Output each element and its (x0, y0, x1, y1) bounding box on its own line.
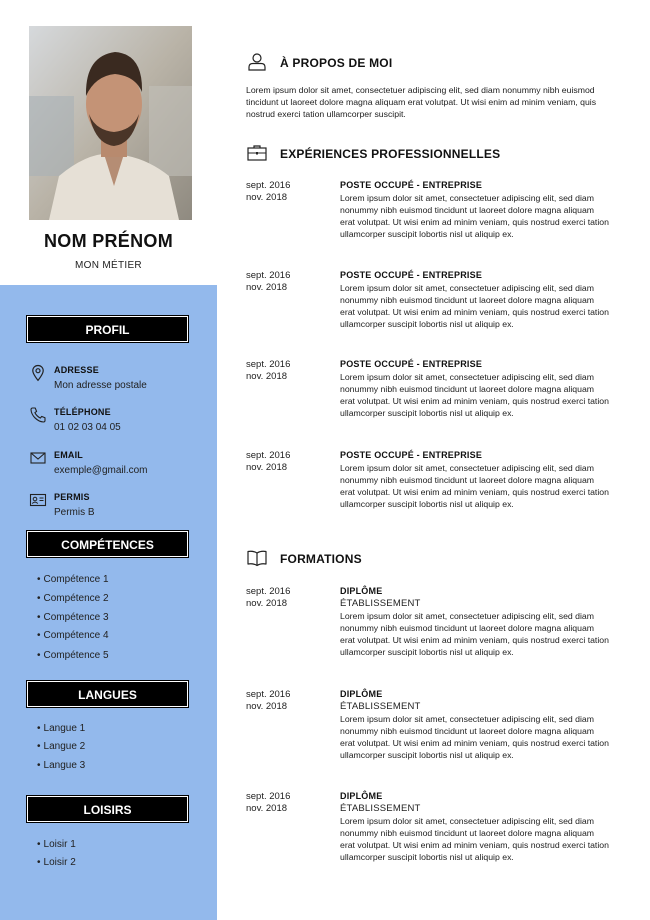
open-book-icon (246, 548, 268, 568)
section-title: FORMATIONS (280, 552, 362, 566)
location-pin-icon (29, 364, 47, 382)
profile-photo (29, 26, 192, 220)
id-card-icon (29, 491, 47, 509)
profil-label: TÉLÉPHONE (54, 407, 111, 417)
entry-start-date: sept. 2016 (246, 689, 291, 700)
profil-label: EMAIL (54, 450, 83, 460)
entry-description: Lorem ipsum dolor sit amet, consectetuer adipiscing elit, sed diam nonummy nibh euismod tincidunt ut laoreet dolore magna aliquam erat volutpat. Ut wisi enim ad minim veniam, quis nostrud exerci tation ullamcorper suscipit lobortis nisl ut aliquip ex. (340, 611, 609, 657)
section-bar-loisirs: LOISIRS (27, 796, 188, 822)
profil-value: exemple@gmail.com (54, 465, 148, 476)
profil-value: 01 02 03 04 05 (54, 422, 121, 433)
entry-title: POSTE OCCUPÉ - ENTREPRISE (340, 270, 483, 280)
profil-value: Mon adresse postale (54, 380, 147, 391)
envelope-icon (29, 449, 47, 467)
entry-end-date: nov. 2018 (246, 701, 288, 712)
profil-label: PERMIS (54, 492, 90, 502)
profil-label: ADRESSE (54, 365, 99, 375)
phone-icon (29, 406, 47, 424)
entry-end-date: nov. 2018 (246, 462, 288, 473)
entry-description: Lorem ipsum dolor sit amet, consectetuer adipiscing elit, sed diam nonummy nibh euismod tincidunt ut laoreet dolore magna aliquam erat volutpat. Ut wisi enim ad minim veniam, quis nostrud exerci tation ullamcorper suscipit lobortis nisl ut aliquip ex. (340, 714, 609, 760)
entry-title: DIPLÔME (340, 689, 383, 699)
entry-description: Lorem ipsum dolor sit amet, consectetuer adipiscing elit, sed diam nonummy nibh euismod tincidunt ut laoreet dolore magna aliquam erat volutpat. Ut wisi enim ad minim veniam, quis nostrud exerci tation ullamcorper suscipit lobortis nisl ut aliquip ex. (340, 463, 609, 509)
entry-title: DIPLÔME (340, 791, 383, 801)
entry-school: ÉTABLISSEMENT (340, 701, 421, 712)
entry-description: Lorem ipsum dolor sit amet, consectetuer adipiscing elit, sed diam nonummy nibh euismod tincidunt ut laoreet dolore magna aliquam erat volutpat. Ut wisi enim ad minim veniam, quis nostrud exerci tation ullamcorper suscipit lobortis nisl ut aliquip ex. (340, 193, 609, 239)
entry-school: ÉTABLISSEMENT (340, 598, 421, 609)
section-bar-profil: PROFIL (27, 316, 188, 342)
entry-start-date: sept. 2016 (246, 791, 291, 802)
header-block (0, 0, 217, 285)
section-title: À PROPOS DE MOI (280, 56, 393, 70)
entry-end-date: nov. 2018 (246, 598, 288, 609)
entry-description: Lorem ipsum dolor sit amet, consectetuer adipiscing elit, sed diam nonummy nibh euismod tincidunt ut laoreet dolore magna aliquam erat volutpat. Ut wisi enim ad minim veniam, quis nostrud exerci tation ullamcorper suscipit lobortis nisl ut aliquip ex. (340, 372, 609, 418)
entry-start-date: sept. 2016 (246, 270, 291, 281)
entry-description: Lorem ipsum dolor sit amet, consectetuer adipiscing elit, sed diam nonummy nibh euismod tincidunt ut laoreet dolore magna aliquam erat volutpat. Ut wisi enim ad minim veniam, quis nostrud exerci tation ullamcorper suscipit lobortis nisl ut aliquip ex. (340, 816, 609, 862)
briefcase-icon (246, 143, 268, 163)
entry-title: DIPLÔME (340, 586, 383, 596)
entry-end-date: nov. 2018 (246, 192, 288, 203)
about-text: Lorem ipsum dolor sit amet, consectetuer adipiscing elit, sed diam nonummy nibh euismod tincidunt ut laoreet dolore magna aliquam erat volutpat. Ut wisi enim ad minim veniam, quis nostrud exerci tation ullamcorper suscipit. (246, 85, 597, 119)
section-bar-langues: LANGUES (27, 681, 188, 707)
entry-start-date: sept. 2016 (246, 359, 291, 370)
full-name: NOM PRÉNOM (44, 231, 173, 251)
entry-title: POSTE OCCUPÉ - ENTREPRISE (340, 180, 483, 190)
profil-value: Permis B (54, 507, 95, 518)
section-bar-competences: COMPÉTENCES (27, 531, 188, 557)
entry-end-date: nov. 2018 (246, 803, 288, 814)
entry-start-date: sept. 2016 (246, 586, 291, 597)
entry-start-date: sept. 2016 (246, 180, 291, 191)
user-icon (246, 52, 268, 72)
job-title: MON MÉTIER (75, 260, 142, 271)
entry-start-date: sept. 2016 (246, 450, 291, 461)
entry-title: POSTE OCCUPÉ - ENTREPRISE (340, 359, 483, 369)
section-title: EXPÉRIENCES PROFESSIONNELLES (280, 147, 501, 161)
entry-title: POSTE OCCUPÉ - ENTREPRISE (340, 450, 483, 460)
entry-end-date: nov. 2018 (246, 371, 288, 382)
entry-description: Lorem ipsum dolor sit amet, consectetuer adipiscing elit, sed diam nonummy nibh euismod tincidunt ut laoreet dolore magna aliquam erat volutpat. Ut wisi enim ad minim veniam, quis nostrud exerci tation ullamcorper suscipit lobortis nisl ut aliquip ex. (340, 283, 609, 329)
entry-end-date: nov. 2018 (246, 282, 288, 293)
entry-school: ÉTABLISSEMENT (340, 803, 421, 814)
